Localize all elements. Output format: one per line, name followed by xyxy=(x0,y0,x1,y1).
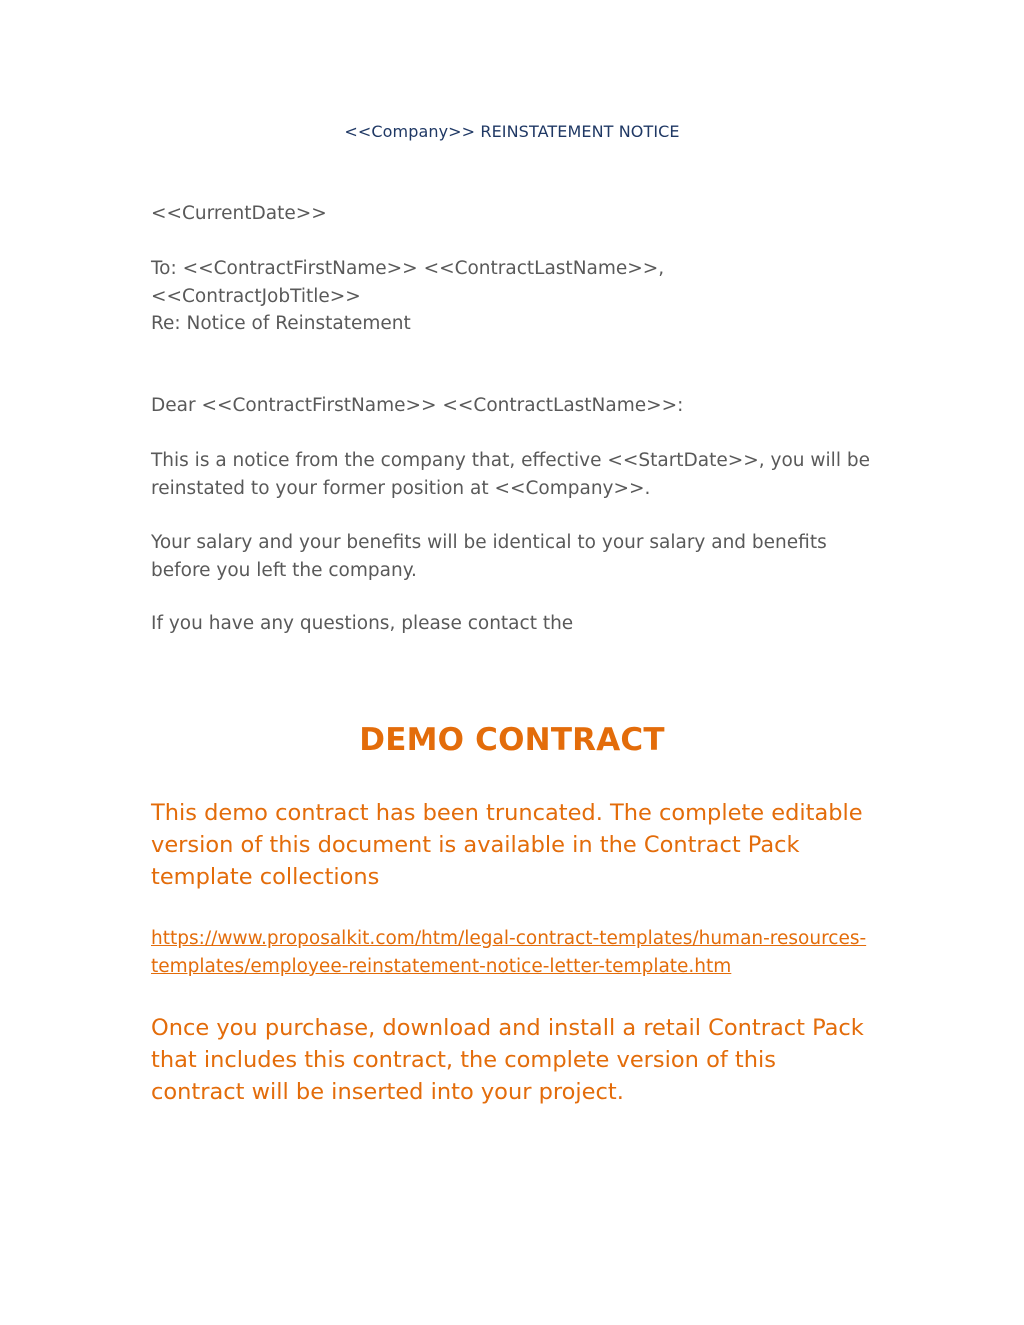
demo-contract-heading: DEMO CONTRACT xyxy=(359,722,665,758)
recipient-line: To: <<ContractFirstName>> <<ContractLastName>>, <<ContractJobTitle>> xyxy=(151,258,665,307)
salary-paragraph: Your salary and your benefits will be identical to your salary and benefits before you left the company. xyxy=(151,532,827,581)
subject-line: Re: Notice of Reinstatement xyxy=(151,313,411,334)
reinstatement-paragraph: This is a notice from the company that, effective <<StartDate>>, you will be reinstated to your former position at <<Company>>. xyxy=(151,450,870,499)
demo-purchase-notice: Once you purchase, download and install a retail Contract Pack that includes this contract, the complete version of this contract will be inserted into your project. xyxy=(151,1015,864,1105)
contract-pack-link[interactable]: https://www.proposalkit.com/htm/legal-contract-templates/human-resources-templates/employee-reinstatement-notice-letter-template.htm xyxy=(151,928,867,977)
salutation: Dear <<ContractFirstName>> <<ContractLastName>>: xyxy=(151,395,684,416)
document-title: <<Company>> REINSTATEMENT NOTICE xyxy=(344,122,680,141)
current-date: <<CurrentDate>> xyxy=(151,203,327,224)
questions-paragraph: If you have any questions, please contact the xyxy=(151,613,574,634)
demo-truncation-notice: This demo contract has been truncated. The complete editable version of this document is available in the Contract Pack template collections xyxy=(151,800,863,890)
